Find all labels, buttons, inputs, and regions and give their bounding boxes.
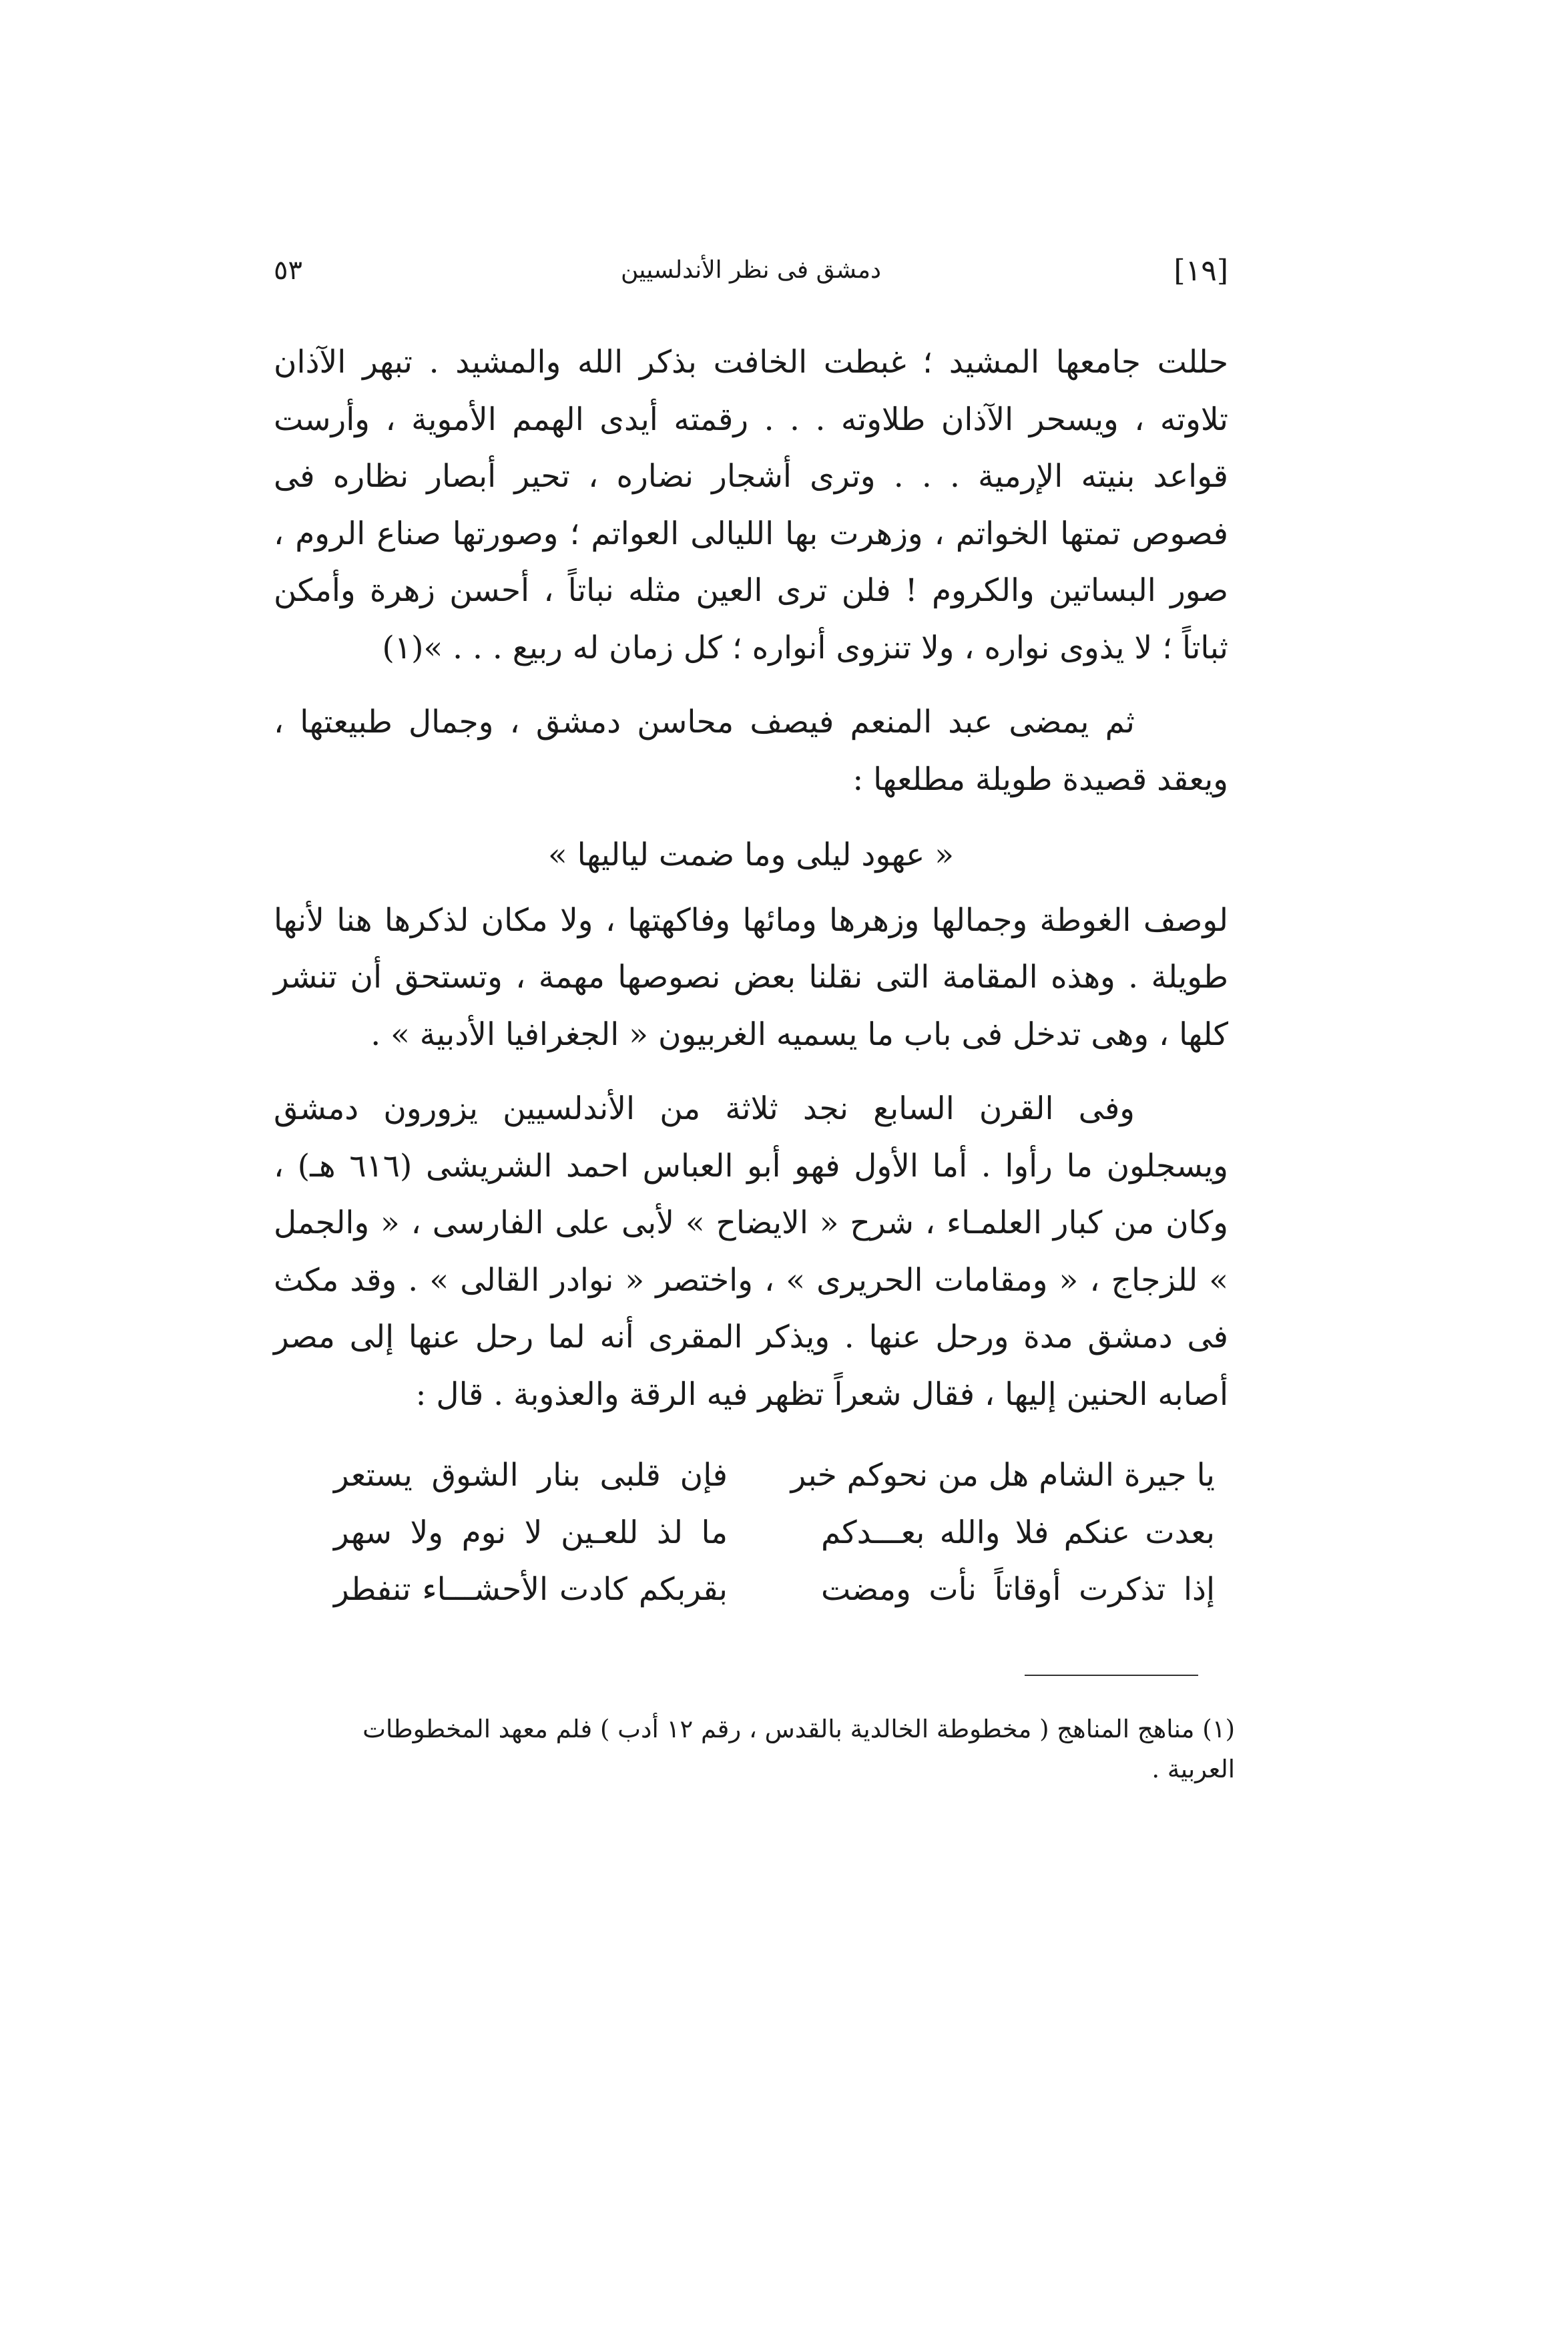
hemistich-first: بعدت عنكم فلا والله بعـــدكم bbox=[821, 1514, 1215, 1551]
hemistich-second: ما لذ للعـين لا نوم ولا سهر bbox=[334, 1514, 728, 1551]
paragraph-intro-poem: ثم يمضى عبد المنعم فيصف محاسن دمشق ، وجمال طبيعتها ، ويعقد قصيدة طويلة مطلعها : bbox=[274, 704, 1228, 798]
hemistich-first: يا جيرة الشام هل من نحوكم خبر bbox=[790, 1457, 1215, 1494]
hemistich-second: بقربكم كادت الأحشـــاء تنفطر bbox=[334, 1571, 728, 1608]
paragraph-description: لوصف الغوطة وجمالها وزهرها ومائها وفاكهتها ، ولا مكان لذكرها هنا لأنها طويلة . وهذه المقامة التى نقلنا بعض نصوصها مهمة ، وتستحق أن تنشر كلها ، وهى تدخل فى باب ما يسميه الغربيون « الجغرافيا الأدبية » . bbox=[274, 901, 1228, 1053]
quoted-opening-line: « عهود ليلى وما ضمت لياليها » bbox=[547, 837, 955, 873]
footnote-rule bbox=[1025, 1675, 1198, 1676]
poem-verse bbox=[334, 1561, 1215, 1619]
running-header bbox=[274, 254, 1228, 307]
footnote: (١) مناهج المناهج ( مخطوطة الخالدية بالقدس ، رقم ١٢ أدب ) فلم معهد المخطوطات العربية . bbox=[362, 1715, 1235, 1783]
paragraph-seventh-century: وفى القرن السابع نجد ثلاثة من الأندلسيين يزورون دمشق ويسجلون ما رأوا . أما الأول فهو أبو العباس احمد الشريشى (٦١٦ هـ) ، وكان من كبار العلمـاء ، شرح « الايضاح » لأبى على الفارسى ، « والجمل » للزجاج ، « ومقامات الحريرى » ، واختصر « نوادر القالى » . وقد مكث فى دمشق مدة ورحل عنها . ويذكر المقرى أنه لما رحل عنها إلى مصر أصابه الحنين إليها ، فقال شعراً تظهر فيه الرقة والعذوبة . قال : bbox=[274, 1090, 1228, 1413]
poem bbox=[334, 1447, 1215, 1619]
poem-verse bbox=[334, 1504, 1215, 1562]
section-number: [١٩] bbox=[1173, 254, 1228, 288]
main-text bbox=[274, 334, 1228, 1619]
paragraph-quoted-prose: حللت جامعها المشيد ؛ غبطت الخافت بذكر الله والمشيد . تبهر الآذان تلاوته ، ويسحر الآذان طلاوته . . . رقمته أيدى الهمم الأموية ، وأرست قواعد بنيته الإرمية . . . وترى أشجار نضاره ، تحير أبصار نظاره فى فصوص تمتها الخواتم ، وزهرت بها الليالى العواتم ؛ وصورتها صناع الروم ، صور البساتين والكروم ! فلن ترى العين مثله نباتاً ، أحسن زهرة وأمكن ثباتاً ؛ لا يذوى نواره ، ولا تنزوى أنواره ؛ كل زمان له ربيع . . . »(١) bbox=[274, 344, 1228, 666]
hemistich-second: فإن قلبى بنار الشوق يستعر bbox=[334, 1457, 728, 1494]
running-title: دمشق فى نظر الأندلسيين bbox=[620, 256, 882, 284]
page-number: ٥٣ bbox=[274, 255, 302, 286]
hemistich-first: إذا تذكرت أوقاتاً نأت ومضت bbox=[821, 1571, 1215, 1608]
poem-verse bbox=[334, 1447, 1215, 1504]
